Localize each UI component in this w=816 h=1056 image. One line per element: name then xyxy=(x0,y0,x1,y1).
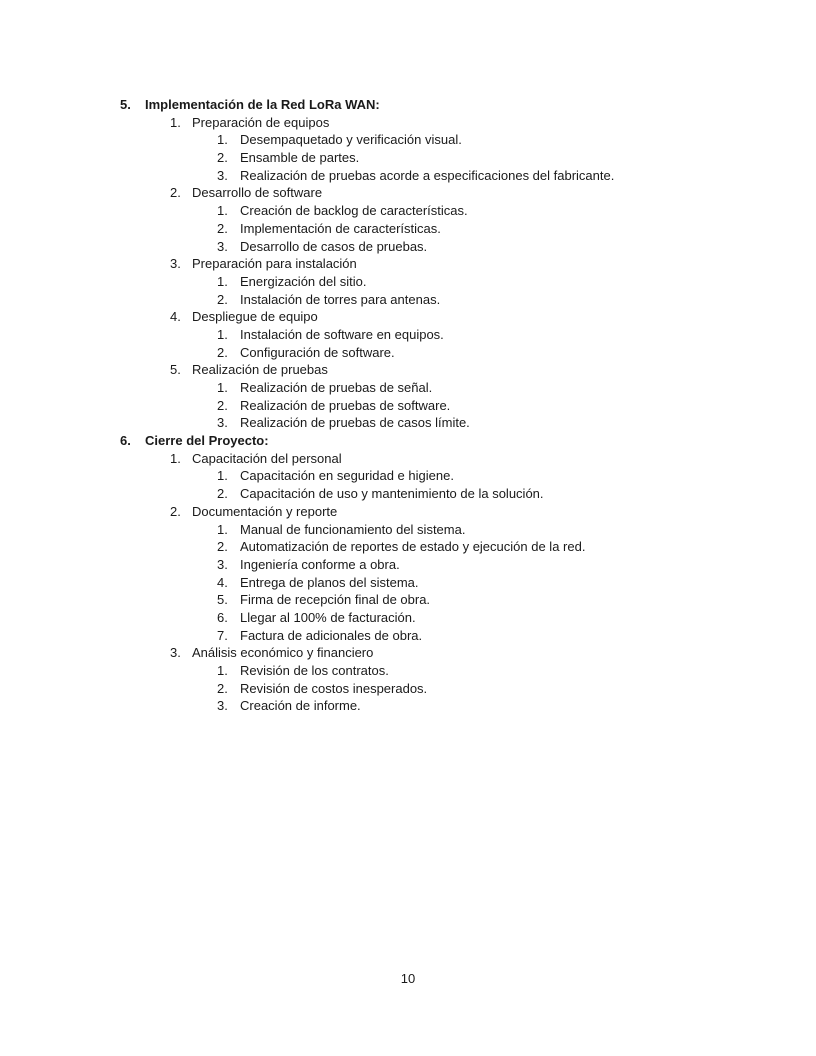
list-item xyxy=(0,149,816,167)
task-text: Energización del sitio. xyxy=(240,273,367,289)
list-item xyxy=(0,662,816,680)
task-text: Manual de funcionamiento del sistema. xyxy=(240,521,466,537)
list-number: 1. xyxy=(217,273,228,289)
list-number: 5. xyxy=(120,97,131,112)
subsection-title: Capacitación del personal xyxy=(192,450,342,466)
list-number: 4. xyxy=(170,309,181,325)
task-text: Configuración de software. xyxy=(240,344,395,360)
subsection-title: Realización de pruebas xyxy=(192,362,328,378)
list-item xyxy=(0,538,816,556)
list-item xyxy=(0,680,816,698)
list-item xyxy=(0,485,816,503)
section-heading: Cierre del Proyecto: xyxy=(145,433,269,449)
list-item xyxy=(0,131,816,149)
subsection-item xyxy=(0,503,816,521)
list-item xyxy=(0,591,816,609)
list-item xyxy=(0,556,816,574)
task-text: Revisión de los contratos. xyxy=(240,663,389,678)
task-text: Capacitación de uso y mantenimiento de la solución. xyxy=(240,486,544,502)
outline-list xyxy=(0,96,816,715)
list-number: 5. xyxy=(217,592,228,608)
subsection-item xyxy=(0,308,816,326)
list-item xyxy=(0,167,816,185)
subsection-title: Análisis económico y financiero xyxy=(192,645,374,661)
section-item xyxy=(0,96,816,114)
task-text: Creación de informe. xyxy=(240,698,361,714)
list-number: 1. xyxy=(217,203,228,219)
list-number: 2. xyxy=(217,680,228,696)
list-number: 2. xyxy=(170,185,181,201)
list-number: 2. xyxy=(170,503,181,519)
subsection-item xyxy=(0,114,816,132)
list-item xyxy=(0,238,816,256)
list-number: 3. xyxy=(170,256,181,272)
task-text: Automatización de reportes de estado y ejecución de la red. xyxy=(240,539,586,555)
task-text: Realización de pruebas de señal. xyxy=(240,380,433,395)
task-text: Ensamble de partes. xyxy=(240,150,360,166)
page-number: 10 xyxy=(400,971,416,986)
subsection-title: Documentación y reporte xyxy=(192,503,338,519)
list-number: 1. xyxy=(217,380,228,395)
list-number: 5. xyxy=(170,362,181,378)
task-text: Capacitación en seguridad e higiene. xyxy=(240,468,454,484)
list-number: 1. xyxy=(217,663,228,678)
task-text: Llegar al 100% de facturación. xyxy=(240,609,416,625)
list-number: 3. xyxy=(217,556,228,572)
list-number: 3. xyxy=(217,698,228,714)
subsection-title: Preparación para instalación xyxy=(192,256,357,272)
task-text: Implementación de características. xyxy=(240,220,441,236)
list-item xyxy=(0,627,816,645)
subsection-title: Despliegue de equipo xyxy=(192,309,318,325)
subsection-title: Desarrollo de software xyxy=(192,185,323,201)
task-text: Instalación de software en equipos. xyxy=(240,326,444,342)
task-text: Realización de pruebas acorde a especificaciones del fabricante. xyxy=(240,167,615,183)
list-number: 1. xyxy=(170,450,181,466)
list-item xyxy=(0,697,816,715)
list-item xyxy=(0,467,816,485)
list-number: 3. xyxy=(217,415,228,431)
list-number: 4. xyxy=(217,574,228,590)
list-number: 1. xyxy=(217,326,228,342)
list-number: 3. xyxy=(217,167,228,183)
list-number: 2. xyxy=(217,397,228,413)
list-item xyxy=(0,574,816,592)
list-number: 3. xyxy=(170,645,181,661)
list-item xyxy=(0,326,816,344)
list-number: 2. xyxy=(217,344,228,360)
subsection-item xyxy=(0,255,816,273)
list-item xyxy=(0,344,816,362)
list-item xyxy=(0,521,816,539)
list-item xyxy=(0,273,816,291)
list-number: 1. xyxy=(170,114,181,130)
task-text: Revisión de costos inesperados. xyxy=(240,680,428,696)
task-text: Firma de recepción final de obra. xyxy=(240,592,431,608)
task-text: Instalación de torres para antenas. xyxy=(240,291,441,307)
task-text: Factura de adicionales de obra. xyxy=(240,627,423,643)
section-item xyxy=(0,432,816,450)
list-number: 1. xyxy=(217,132,228,148)
subsection-item xyxy=(0,450,816,468)
list-number: 1. xyxy=(217,468,228,484)
list-item xyxy=(0,397,816,415)
subsection-item xyxy=(0,644,816,662)
subsection-item xyxy=(0,361,816,379)
list-number: 7. xyxy=(217,627,228,643)
task-text: Creación de backlog de características. xyxy=(240,203,468,219)
task-text: Entrega de planos del sistema. xyxy=(240,574,419,590)
section-heading: Implementación de la Red LoRa WAN: xyxy=(145,97,380,112)
list-number: 2. xyxy=(217,220,228,236)
list-item xyxy=(0,202,816,220)
list-number: 2. xyxy=(217,291,228,307)
subsection-title: Preparación de equipos xyxy=(192,114,330,130)
list-number: 6. xyxy=(120,433,131,449)
task-text: Desarrollo de casos de pruebas. xyxy=(240,238,428,254)
task-text: Realización de pruebas de casos límite. xyxy=(240,415,470,431)
task-text: Desempaquetado y verificación visual. xyxy=(240,132,462,148)
list-item xyxy=(0,609,816,627)
list-item xyxy=(0,379,816,397)
task-text: Realización de pruebas de software. xyxy=(240,397,451,413)
task-text: Ingeniería conforme a obra. xyxy=(240,556,400,572)
list-number: 1. xyxy=(217,521,228,537)
list-number: 2. xyxy=(217,486,228,502)
list-item xyxy=(0,220,816,238)
subsection-item xyxy=(0,184,816,202)
list-number: 3. xyxy=(217,238,228,254)
list-number: 2. xyxy=(217,150,228,166)
list-number: 6. xyxy=(217,609,228,625)
list-number: 2. xyxy=(217,539,228,555)
list-item xyxy=(0,414,816,432)
list-item xyxy=(0,291,816,309)
